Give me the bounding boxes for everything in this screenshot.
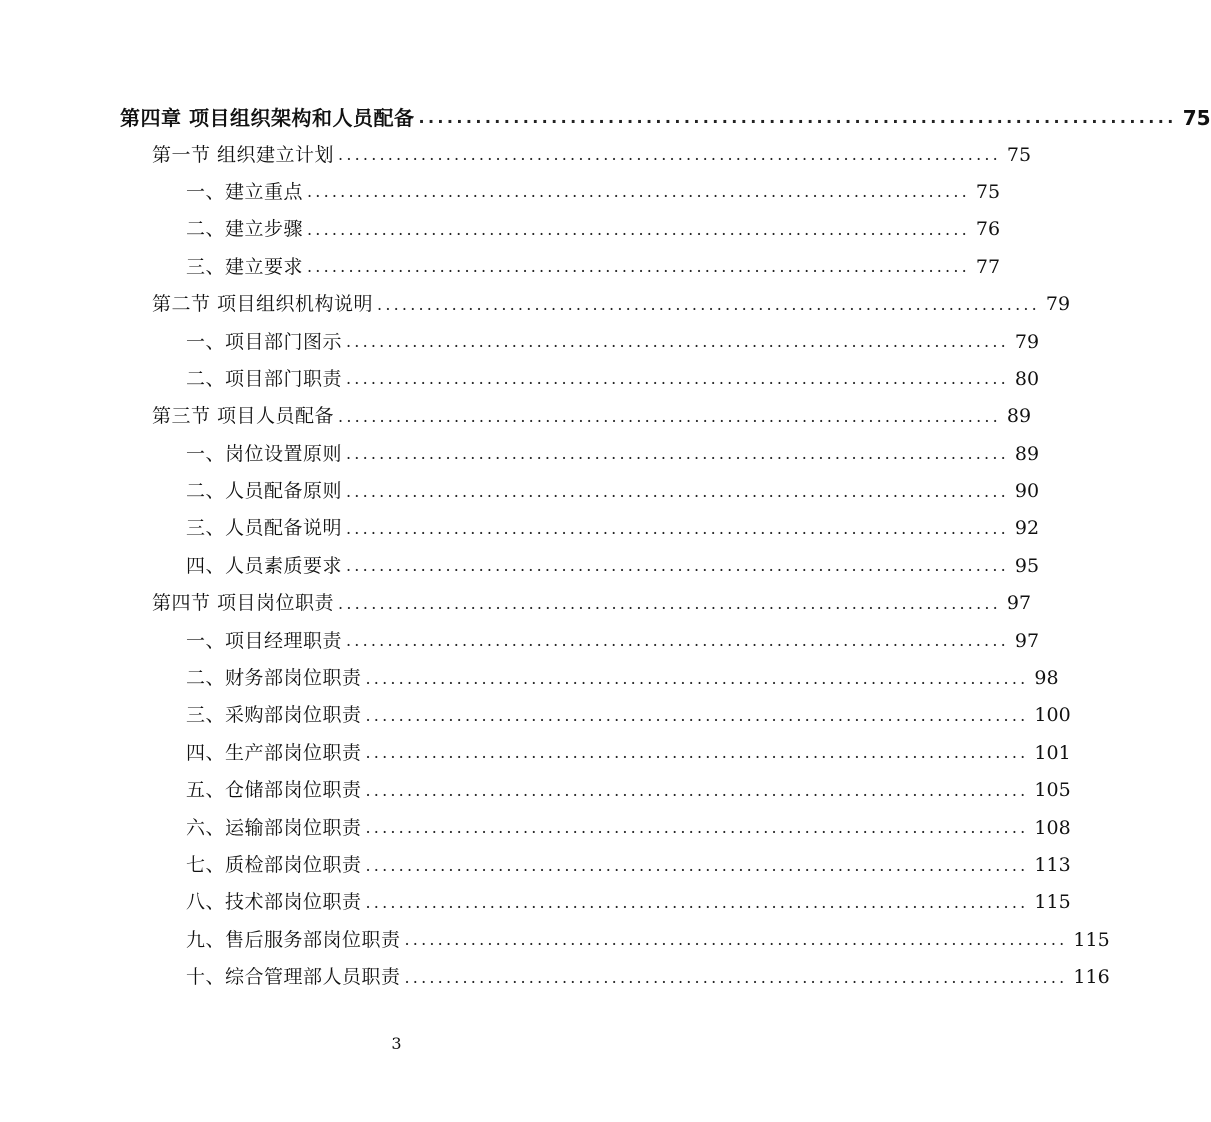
toc-entry-page: 115 — [1034, 891, 1071, 914]
page-number: 3 — [391, 1034, 402, 1053]
toc-dot-leader: ................................................................................ — [307, 219, 970, 239]
toc-entry-title: 十、综合管理部人员职责 — [186, 966, 401, 989]
table-of-contents — [0, 99, 1211, 996]
toc-entry-page: 79 — [1045, 293, 1071, 316]
toc-dot-leader: ................................................................................ — [404, 967, 1068, 987]
toc-dot-leader: ................................................................................ — [338, 593, 1001, 613]
toc-subsection-entry[interactable] — [0, 660, 1059, 697]
toc-entry-title: 一、项目经理职责 — [186, 629, 343, 652]
toc-entry-page: 80 — [1014, 367, 1040, 390]
toc-subsection-entry[interactable] — [0, 510, 1040, 547]
toc-entry-title: 九、售后服务部岗位职责 — [186, 928, 401, 951]
toc-dot-leader: ................................................................................ — [365, 855, 1029, 875]
toc-entry-page: 97 — [1014, 629, 1040, 652]
toc-chapter-entry[interactable] — [0, 99, 1211, 136]
toc-dot-leader: ................................................................................ — [365, 705, 1029, 725]
toc-entry-page: 116 — [1073, 966, 1110, 989]
toc-section-entry[interactable] — [0, 286, 1071, 323]
toc-subsection-entry[interactable] — [0, 174, 1001, 211]
toc-section-entry[interactable] — [0, 398, 1032, 435]
toc-dot-leader: ................................................................................ — [346, 556, 1009, 576]
toc-entry-title: 三、建立要求 — [186, 255, 304, 278]
toc-entry-title: 二、人员配备原则 — [186, 480, 343, 503]
toc-dot-leader: ................................................................................ — [365, 743, 1029, 763]
toc-entry-page: 108 — [1034, 816, 1071, 839]
toc-subsection-entry[interactable] — [0, 473, 1040, 510]
toc-dot-leader: ................................................................................ — [365, 780, 1029, 800]
toc-entry-title: 二、财务部岗位职责 — [186, 667, 362, 690]
toc-entry-page: 105 — [1034, 779, 1071, 802]
toc-subsection-entry[interactable] — [0, 697, 1071, 734]
toc-dot-leader: ................................................................................ — [346, 369, 1009, 389]
toc-entry-page: 77 — [975, 255, 1001, 278]
toc-entry-page: 97 — [1006, 592, 1032, 615]
toc-dot-leader: ................................................................................ — [346, 332, 1009, 352]
toc-subsection-entry[interactable] — [0, 959, 1110, 996]
toc-entry-page: 75 — [975, 180, 1001, 203]
toc-entry-title: 第四节 项目岗位职责 — [152, 592, 335, 615]
toc-entry-page: 89 — [1006, 405, 1032, 428]
toc-subsection-entry[interactable] — [0, 735, 1071, 772]
toc-entry-title: 七、质检部岗位职责 — [186, 854, 362, 876]
toc-dot-leader: ................................................................................ — [418, 107, 1177, 127]
toc-subsection-entry[interactable] — [0, 211, 1001, 248]
toc-entry-title: 六、运输部岗位职责 — [186, 816, 362, 839]
toc-entry-page: 89 — [1014, 442, 1040, 465]
toc-subsection-entry[interactable] — [0, 622, 1040, 659]
toc-subsection-entry[interactable] — [0, 809, 1071, 846]
toc-entry-page: 90 — [1014, 480, 1040, 503]
toc-subsection-entry[interactable] — [0, 436, 1040, 473]
toc-entry-title: 一、建立重点 — [186, 180, 304, 203]
toc-subsection-entry[interactable] — [0, 249, 1001, 286]
toc-entry-title: 第三节 项目人员配备 — [152, 405, 335, 428]
toc-entry-title: 一、岗位设置原则 — [186, 442, 343, 465]
toc-entry-page: 100 — [1034, 704, 1071, 727]
toc-dot-leader: ................................................................................ — [365, 818, 1029, 838]
toc-section-entry[interactable] — [0, 136, 1032, 173]
toc-dot-leader: ................................................................................ — [346, 631, 1009, 651]
toc-section-entry[interactable] — [0, 585, 1032, 622]
toc-subsection-entry[interactable] — [0, 361, 1040, 398]
toc-dot-leader: ................................................................................ — [365, 668, 1029, 688]
toc-entry-page: 79 — [1014, 330, 1040, 353]
toc-entry-page: 98 — [1034, 667, 1059, 690]
toc-entry-title: 第四章 项目组织架构和人员配备 — [120, 105, 415, 130]
toc-entry-page: 76 — [975, 218, 1001, 241]
toc-entry-title: 第一节 组织建立计划 — [152, 143, 335, 166]
toc-entry-page: 75 — [1182, 105, 1211, 130]
toc-entry-page: 92 — [1014, 517, 1040, 540]
toc-entry-title: 二、项目部门职责 — [186, 367, 343, 390]
toc-subsection-entry[interactable] — [0, 922, 1110, 959]
toc-subsection-entry[interactable] — [0, 772, 1071, 809]
toc-entry-title: 一、项目部门图示 — [186, 330, 343, 353]
toc-dot-leader: ................................................................................ — [346, 444, 1009, 464]
toc-dot-leader: ................................................................................ — [346, 518, 1009, 538]
toc-dot-leader: ................................................................................ — [307, 182, 970, 202]
toc-dot-leader: ................................................................................ — [338, 406, 1001, 426]
toc-dot-leader: ................................................................................ — [365, 892, 1029, 912]
toc-entry-page: 95 — [1014, 554, 1040, 577]
toc-entry-page: 101 — [1034, 741, 1071, 764]
toc-dot-leader: ................................................................................ — [404, 930, 1068, 950]
toc-entry-title: 四、人员素质要求 — [186, 554, 343, 577]
toc-subsection-entry[interactable] — [0, 548, 1040, 585]
toc-entry-page: 75 — [1006, 143, 1032, 166]
toc-entry-title: 八、技术部岗位职责 — [186, 891, 362, 914]
toc-subsection-entry[interactable] — [0, 884, 1071, 921]
toc-entry-title: 四、生产部岗位职责 — [186, 741, 362, 764]
toc-subsection-entry[interactable] — [0, 323, 1040, 360]
toc-entry-title: 三、人员配备说明 — [186, 517, 343, 540]
toc-subsection-entry[interactable] — [0, 847, 1071, 884]
toc-dot-leader: ................................................................................ — [338, 145, 1001, 165]
toc-entry-page: 115 — [1073, 928, 1110, 951]
toc-entry-title: 三、采购部岗位职责 — [186, 704, 362, 727]
toc-entry-title: 二、建立步骤 — [186, 218, 304, 241]
toc-dot-leader: ................................................................................ — [377, 294, 1040, 314]
toc-entry-page: 113 — [1034, 854, 1071, 876]
toc-entry-title: 五、仓储部岗位职责 — [186, 779, 362, 802]
toc-entry-title: 第二节 项目组织机构说明 — [152, 293, 374, 316]
toc-dot-leader: ................................................................................ — [307, 257, 970, 277]
toc-dot-leader: ................................................................................ — [346, 481, 1009, 501]
